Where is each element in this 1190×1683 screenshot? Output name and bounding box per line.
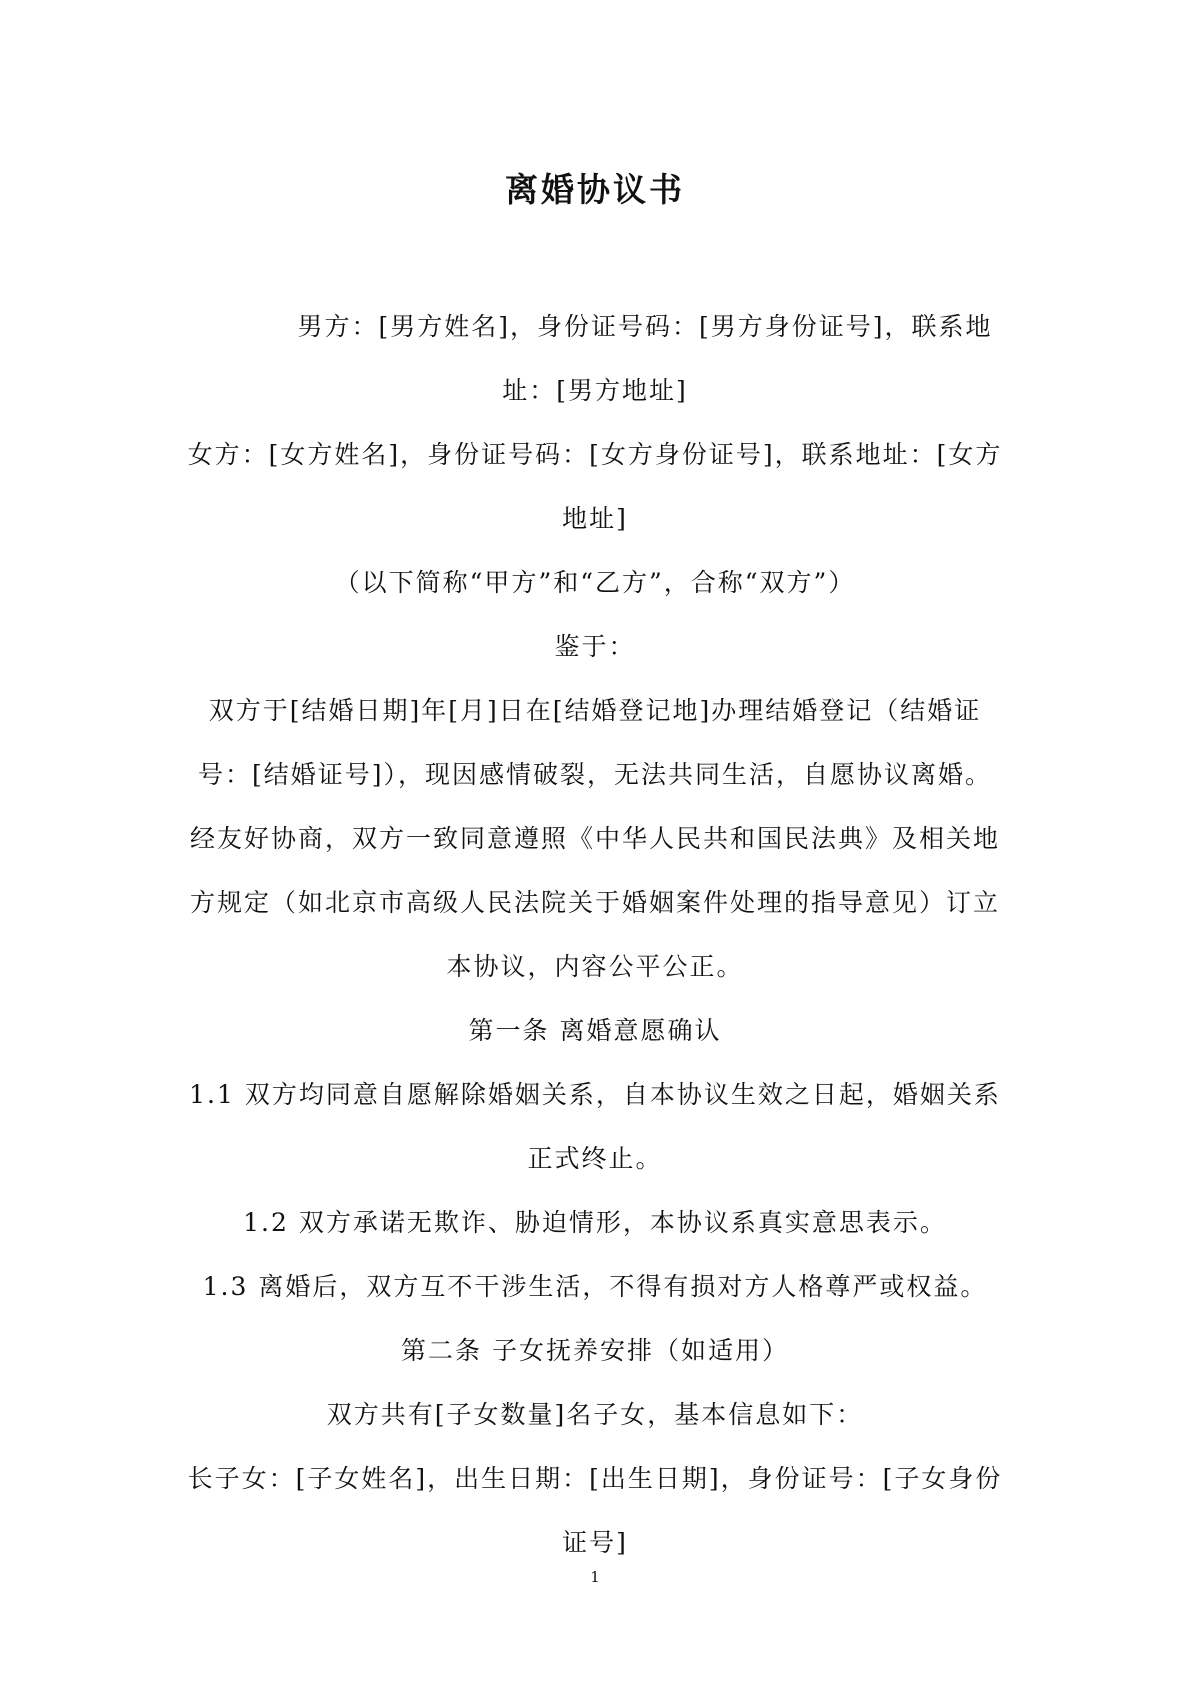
article-1-heading: 第一条 离婚意愿确认 [468,1016,722,1045]
party-male-paragraph: 男方：[男方姓名]，身份证号码：[男方身份证号]，联系地址：[男方地址] [297,312,993,405]
clause-1-1: 1.1 双方均同意自愿解除婚姻关系，自本协议生效之日起，婚姻关系正式终止。 [189,1080,1001,1173]
whereas-paragraph: 双方于[结婚日期]年[月]日在[结婚登记地]办理结婚登记（结婚证号：[结婚证号]），现因感情破裂，无法共同生活，自愿协议离婚。经友好协商，双方一致同意遵照《中华人民共和国民法典》及相关地方规定（如北京市高级人民法院关于婚姻案件处理的指导意见）订立本协议，内容公平公正。 [189,696,1000,981]
party-female-paragraph: 女方：[女方姓名]，身份证号码：[女方身份证号]，联系地址：[女方地址] [187,440,1003,533]
whereas-heading: 鉴于： [554,632,636,661]
eldest-child-paragraph: 长子女：[子女姓名]，出生日期：[出生日期]，身份证号：[子女身份证号] [187,1464,1003,1557]
document-title: 离婚协议书 [505,170,685,209]
clause-1-2: 1.2 双方承诺无欺诈、胁迫情形，本协议系真实意思表示。 [243,1208,947,1237]
children-count-paragraph: 双方共有[子女数量]名子女，基本信息如下： [326,1400,864,1429]
abbreviation-note: （以下简称“甲方”和“乙方”，合称“双方”） [334,568,856,597]
article-2-heading: 第二条 子女抚养安排（如适用） [401,1336,789,1365]
page-number: 1 [590,1568,600,1586]
clause-1-3: 1.3 离婚后，双方互不干涉生活，不得有损对方人格尊严或权益。 [202,1272,988,1301]
document-body [186,295,1004,1575]
